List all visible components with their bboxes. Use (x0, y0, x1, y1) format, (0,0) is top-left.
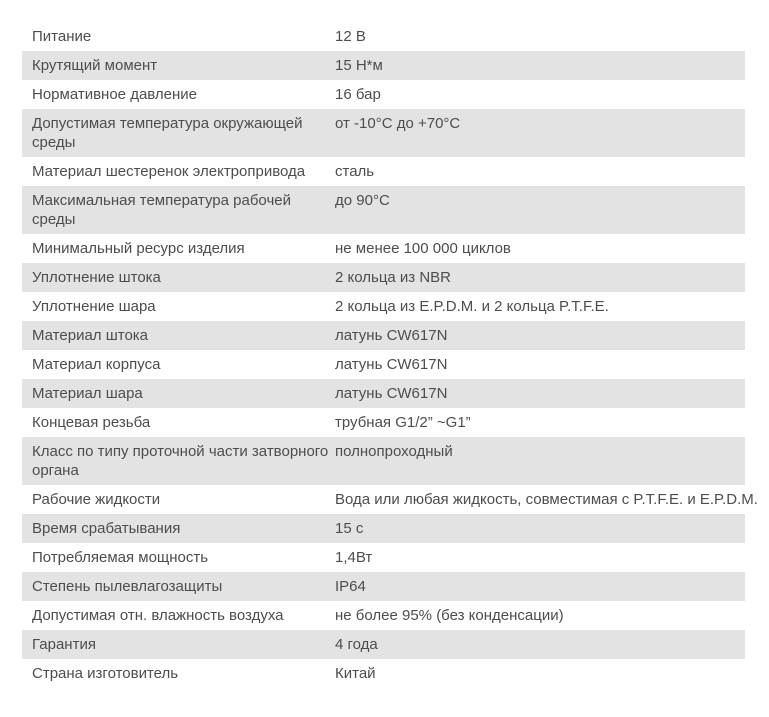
spec-row (22, 22, 745, 51)
spec-value: 1,4Вт (335, 549, 373, 566)
spec-value: Вода или любая жидкость, совместимая с P.T.F.E. и E.P.D.M. (335, 491, 758, 508)
spec-label: Питание (32, 28, 92, 45)
spec-value: 16 бар (335, 86, 381, 103)
spec-label: Материал шара (32, 385, 143, 402)
spec-label: Гарантия (32, 636, 96, 653)
spec-value: не менее 100 000 циклов (335, 240, 511, 257)
spec-label: Максимальная температура рабочей среды (32, 192, 291, 228)
spec-value: не более 95% (без конденсации) (335, 607, 564, 624)
spec-row (22, 263, 745, 292)
spec-row (22, 186, 745, 234)
spec-value: 15 Н*м (335, 57, 383, 74)
spec-label: Рабочие жидкости (32, 491, 161, 508)
spec-row (22, 543, 745, 572)
spec-row (22, 408, 745, 437)
spec-value: 12 В (335, 28, 366, 45)
spec-row (22, 659, 745, 688)
spec-label: Минимальный ресурс изделия (32, 240, 245, 257)
spec-label: Допустимая температура окружающей среды (32, 115, 303, 151)
spec-label: Страна изготовитель (32, 665, 179, 682)
spec-value: 2 кольца из NBR (335, 269, 452, 286)
spec-row (22, 157, 745, 186)
spec-value: латунь CW617N (335, 327, 448, 344)
spec-value: 15 с (335, 520, 364, 537)
spec-label: Концевая резьба (32, 414, 151, 431)
spec-label: Уплотнение штока (32, 269, 161, 286)
spec-value: от -10°С до +70°С (335, 115, 461, 132)
spec-label: Класс по типу проточной части затворного органа (32, 443, 329, 479)
spec-row (22, 514, 745, 543)
spec-label: Допустимая отн. влажность воздуха (32, 607, 284, 624)
spec-label: Время срабатывания (32, 520, 181, 537)
spec-row (22, 437, 745, 485)
spec-row (22, 485, 758, 514)
spec-value: трубная G1/2” ~G1” (335, 414, 471, 431)
spec-row (22, 379, 745, 408)
spec-label: Уплотнение шара (32, 298, 156, 315)
spec-value: сталь (335, 163, 375, 180)
spec-row (22, 292, 745, 321)
spec-value: Китай (335, 665, 376, 682)
spec-value: полнопроходный (335, 443, 453, 460)
spec-row (22, 601, 745, 630)
spec-label: Материал корпуса (32, 356, 161, 373)
spec-label: Материал штока (32, 327, 149, 344)
spec-value: 2 кольца из E.P.D.M. и 2 кольца P.T.F.E. (335, 298, 609, 315)
spec-table (22, 22, 758, 688)
spec-row (22, 51, 745, 80)
spec-label: Нормативное давление (32, 86, 198, 103)
spec-row (22, 630, 745, 659)
spec-label: Потребляемая мощность (32, 549, 209, 566)
spec-label: Степень пылевлагозащиты (32, 578, 223, 595)
spec-label: Крутящий момент (32, 57, 158, 74)
spec-row (22, 109, 745, 157)
spec-label: Материал шестеренок электропривода (32, 163, 306, 180)
spec-row (22, 80, 745, 109)
spec-value: латунь CW617N (335, 356, 448, 373)
spec-row (22, 350, 745, 379)
spec-row (22, 572, 745, 601)
spec-value: IP64 (335, 578, 366, 595)
spec-value: 4 года (335, 636, 378, 653)
spec-value: до 90°С (335, 192, 390, 209)
spec-row (22, 321, 745, 350)
spec-row (22, 234, 745, 263)
spec-value: латунь CW617N (335, 385, 448, 402)
